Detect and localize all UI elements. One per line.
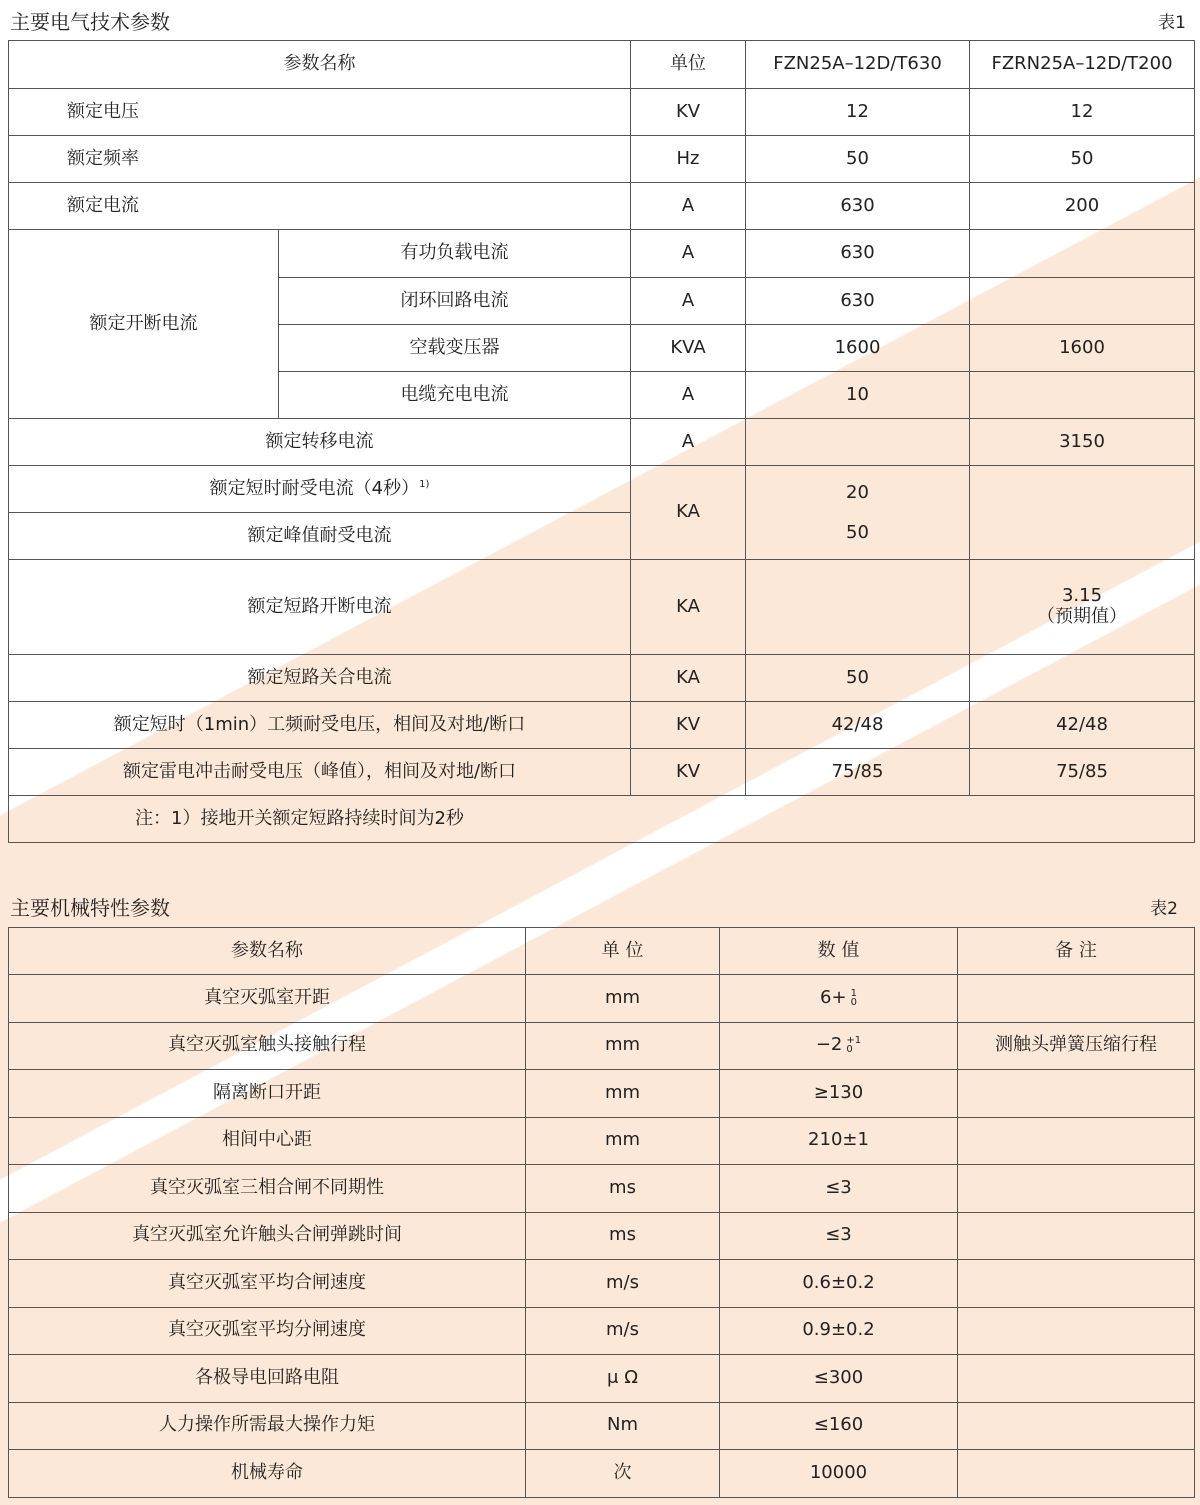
tolerance-upper: 1 [850, 987, 857, 999]
param-remark: 测触头弹簧压缩行程 [958, 1022, 1195, 1070]
param-remark [958, 1070, 1195, 1118]
table-row [9, 1402, 1195, 1450]
param-value-b: 42/48 [970, 702, 1195, 749]
table2-title: 主要机械特性参数 [10, 896, 170, 920]
param-value: 10000 [720, 1450, 958, 1498]
param-unit: mm [526, 1022, 720, 1070]
param-value-b [970, 278, 1195, 325]
table1-tag: 表1 [1158, 13, 1186, 33]
param-value: ≥130 [720, 1070, 958, 1118]
param-remark [958, 1450, 1195, 1498]
param-name: 额定短路关合电流 [9, 655, 631, 702]
param-name: 相间中心距 [9, 1117, 526, 1165]
group-name: 额定开断电流 [9, 230, 279, 419]
param-unit: mm [526, 1070, 720, 1118]
param-value-a: 1600 [746, 325, 970, 372]
param-name: 额定雷电冲击耐受电压（峰值），相间及对地/断口 [9, 749, 631, 796]
param-value-a: 630 [746, 278, 970, 325]
param-value-b [970, 466, 1195, 560]
param-unit: mm [526, 1117, 720, 1165]
param-unit: A [631, 419, 746, 466]
param-value: ≤160 [720, 1402, 958, 1450]
table-row [9, 1212, 1195, 1260]
param-name: 电缆充电电流 [279, 372, 631, 419]
param-value-b [970, 560, 1195, 655]
param-remark [958, 1402, 1195, 1450]
param-value-b: 50 [970, 136, 1195, 183]
param-name: 额定转移电流 [9, 419, 631, 466]
tolerance-lower: 0 [850, 996, 857, 1008]
param-name: 额定频率 [9, 136, 631, 183]
table-row [9, 183, 1195, 230]
param-value: 0.9±0.2 [720, 1307, 958, 1355]
tolerance-upper: +1 [846, 1035, 862, 1047]
header-cell: FZN25A–12D/T630 [746, 41, 970, 89]
param-value-a: 12 [746, 89, 970, 136]
param-value: ≤3 [720, 1165, 958, 1213]
param-unit: ms [526, 1165, 720, 1213]
param-value-a [746, 419, 970, 466]
param-name: 各极导电回路电阻 [9, 1355, 526, 1403]
param-value-a: 50 [746, 136, 970, 183]
param-value: ≤3 [720, 1212, 958, 1260]
param-remark [958, 1355, 1195, 1403]
header-cell: 数 值 [720, 928, 958, 975]
param-unit: 次 [526, 1450, 720, 1498]
param-unit: m/s [526, 1307, 720, 1355]
table-row [9, 749, 1195, 796]
table2-tag: 表2 [1150, 899, 1178, 919]
param-value-b [970, 372, 1195, 419]
param-name: 额定峰值耐受电流 [9, 513, 631, 560]
table-row [9, 41, 1195, 89]
param-unit: KV [631, 89, 746, 136]
table-row [9, 136, 1195, 183]
param-name [9, 466, 631, 513]
param-name: 闭环回路电流 [279, 278, 631, 325]
peak-value: 50 [846, 521, 869, 543]
table-row [9, 466, 1195, 513]
table-row [9, 1307, 1195, 1355]
header-cell: 备 注 [958, 928, 1195, 975]
param-name: 真空灭弧室平均合闸速度 [9, 1260, 526, 1308]
param-unit: KVA [631, 325, 746, 372]
table-row [9, 1022, 1195, 1070]
param-value [720, 1022, 958, 1070]
table-row [9, 796, 1195, 843]
param-name: 真空灭弧室平均分闸速度 [9, 1307, 526, 1355]
mechanical-params-table [8, 927, 1195, 1498]
param-unit: KA [631, 655, 746, 702]
param-value-b: 12 [970, 89, 1195, 136]
param-value: ≤300 [720, 1355, 958, 1403]
param-remark [958, 1117, 1195, 1165]
table-row [9, 419, 1195, 466]
param-unit: μ Ω [526, 1355, 720, 1403]
param-value: 0.6±0.2 [720, 1260, 958, 1308]
param-name: 隔离断口开距 [9, 1070, 526, 1118]
param-name: 真空灭弧室开距 [9, 975, 526, 1023]
param-unit: KA [631, 560, 746, 655]
param-value-a: 50 [746, 655, 970, 702]
table-row [9, 1355, 1195, 1403]
param-unit: A [631, 278, 746, 325]
param-value-a: 10 [746, 372, 970, 419]
param-remark [958, 1307, 1195, 1355]
value-base: −2 [815, 1034, 843, 1056]
param-value-b: 1600 [970, 325, 1195, 372]
param-unit: KA [631, 466, 746, 560]
param-unit: Hz [631, 136, 746, 183]
header-cell: 参数名称 [9, 928, 526, 975]
breaking-value: 3.15 [1061, 585, 1103, 607]
param-name: 真空灭弧室触头接触行程 [9, 1022, 526, 1070]
breaking-value-note: （预期值） [1037, 606, 1127, 627]
param-name: 机械寿命 [9, 1450, 526, 1498]
param-value-a: 630 [746, 230, 970, 278]
param-unit: KV [631, 749, 746, 796]
tolerance [846, 1036, 861, 1054]
table-row [9, 89, 1195, 136]
short-time-label: 额定短时耐受电流（4秒） [209, 477, 420, 499]
param-value: 210±1 [720, 1117, 958, 1165]
footnote-marker: 1) [419, 478, 430, 490]
param-value-b: 75/85 [970, 749, 1195, 796]
param-value-a [746, 560, 970, 655]
tolerance [851, 989, 857, 1007]
param-name: 额定短路开断电流 [9, 560, 631, 655]
table-row [9, 1165, 1195, 1213]
header-cell: 单 位 [526, 928, 720, 975]
param-unit: m/s [526, 1260, 720, 1308]
param-value-b: 200 [970, 183, 1195, 230]
tolerance-lower: 0 [846, 1044, 853, 1056]
table1-title: 主要电气技术参数 [10, 10, 170, 34]
table-row [9, 928, 1195, 975]
param-value-a [746, 466, 970, 560]
short-time-value: 20 [846, 481, 869, 503]
param-unit: ms [526, 1212, 720, 1260]
param-unit: A [631, 183, 746, 230]
param-value-b [970, 655, 1195, 702]
param-name: 人力操作所需最大操作力矩 [9, 1402, 526, 1450]
param-value-a: 630 [746, 183, 970, 230]
param-value [720, 975, 958, 1023]
param-value-a: 75/85 [746, 749, 970, 796]
param-value-b: 3150 [970, 419, 1195, 466]
electrical-params-table [8, 40, 1195, 843]
table-row [9, 1117, 1195, 1165]
param-unit: A [631, 372, 746, 419]
param-remark [958, 1165, 1195, 1213]
param-unit: Nm [526, 1402, 720, 1450]
param-remark [958, 975, 1195, 1023]
param-name: 真空灭弧室允许触头合闸弹跳时间 [9, 1212, 526, 1260]
header-cell: 参数名称 [9, 41, 631, 89]
table-row [9, 1070, 1195, 1118]
table-row [9, 702, 1195, 749]
value-base: 6+ [820, 986, 847, 1008]
table-row [9, 560, 1195, 655]
param-name: 空载变压器 [279, 325, 631, 372]
param-name: 有功负载电流 [279, 230, 631, 278]
param-name: 额定电压 [9, 89, 631, 136]
param-remark [958, 1212, 1195, 1260]
header-cell: FZRN25A–12D/T200 [970, 41, 1195, 89]
header-cell: 单位 [631, 41, 746, 89]
table-row [9, 975, 1195, 1023]
table-row [9, 655, 1195, 702]
param-unit: KV [631, 702, 746, 749]
param-unit: A [631, 230, 746, 278]
param-unit: mm [526, 975, 720, 1023]
param-value-b [970, 230, 1195, 278]
param-name: 额定电流 [9, 183, 631, 230]
param-name: 真空灭弧室三相合闸不同期性 [9, 1165, 526, 1213]
param-name: 额定短时（1min）工频耐受电压，相间及对地/断口 [9, 702, 631, 749]
param-remark [958, 1260, 1195, 1308]
footnote: 注：1）接地开关额定短路持续时间为2秒 [9, 796, 1195, 843]
table-row [9, 1450, 1195, 1498]
param-value-a: 42/48 [746, 702, 970, 749]
table-row [9, 1260, 1195, 1308]
table-row [9, 230, 1195, 278]
